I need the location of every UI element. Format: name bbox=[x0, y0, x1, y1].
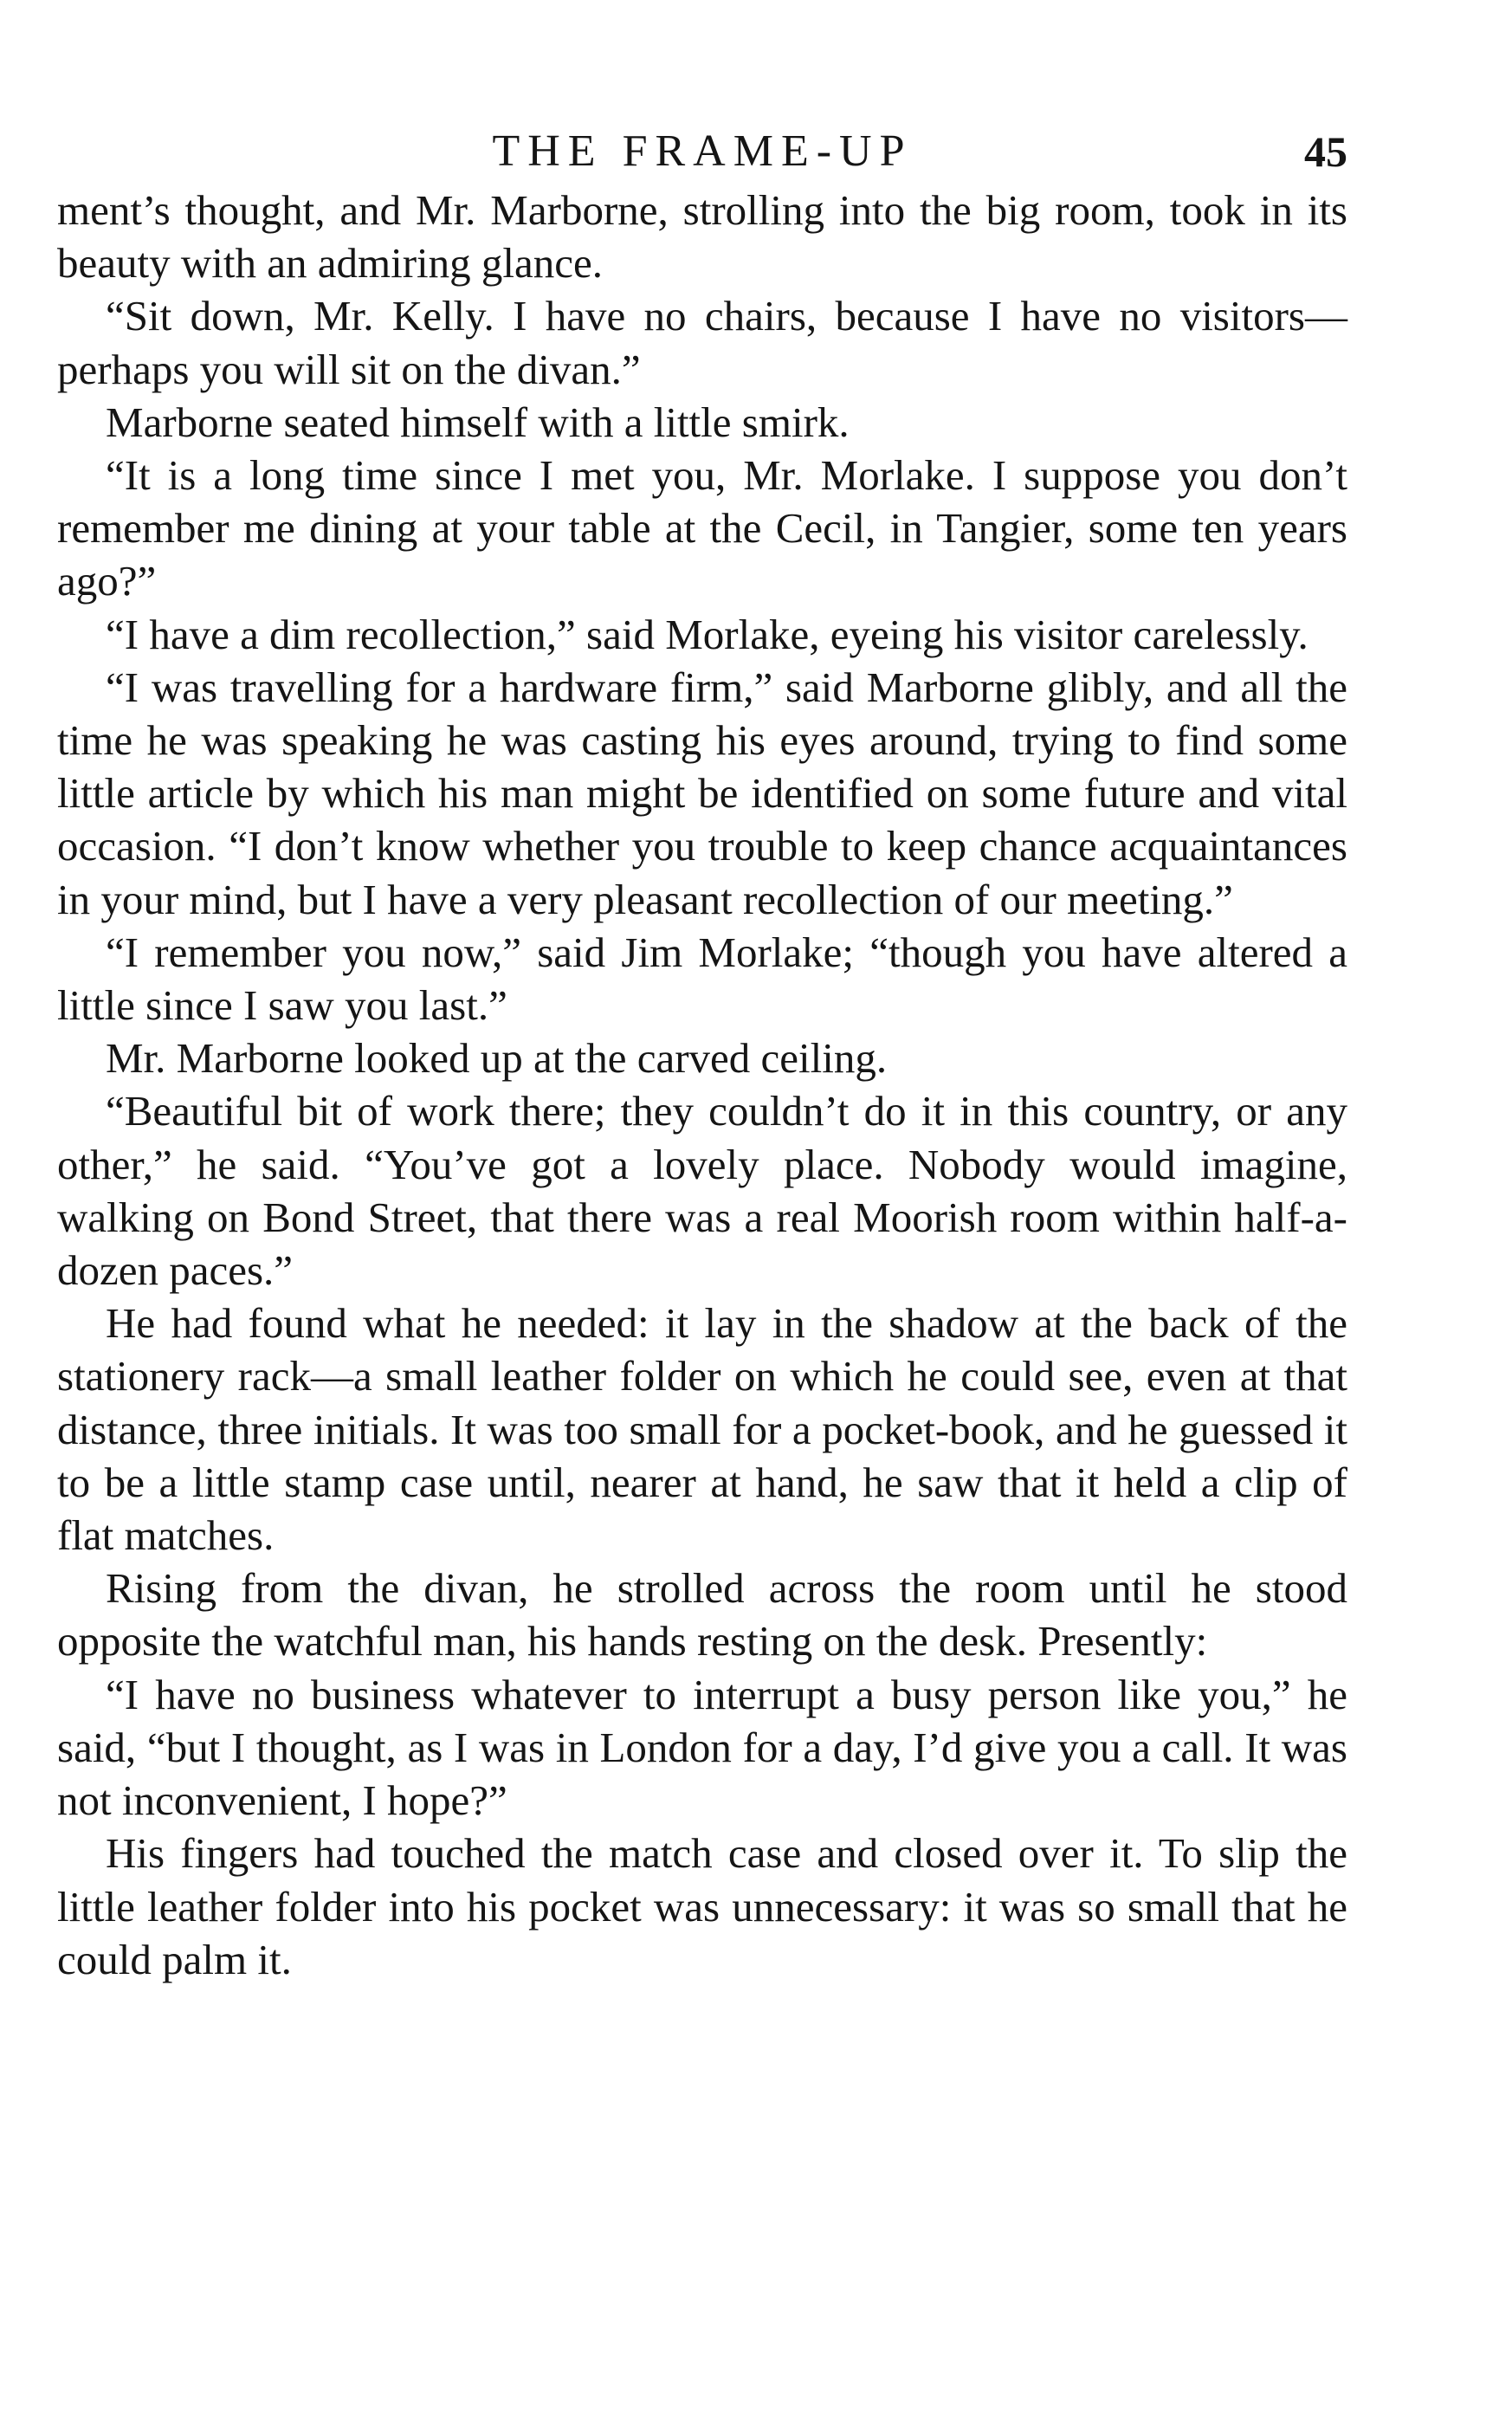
paragraph-5: “I have a dim recollection,” said Morlake, eyeing his visitor carelessly. bbox=[106, 610, 1308, 658]
paragraph-1: ment’s thought, and Mr. Marborne, strolling into the big room, took in its beauty with an admiring glance. bbox=[57, 186, 1347, 288]
paragraph-8: Mr. Marborne looked up at the carved ceiling. bbox=[106, 1034, 888, 1083]
paragraph-13: His fingers had touched the match case and closed over it. To slip the little leather folder into his pocket was unnecessary: it was so small that he could palm it. bbox=[57, 1829, 1347, 1983]
paragraph-12: “I have no business whatever to interrupt a busy person like you,” he said, “but I thought, as I was in London for a day, I’d give you a call. It was not inconvenient, I hope?” bbox=[57, 1670, 1347, 1825]
paragraph-2: “Sit down, Mr. Kelly. I have no chairs, because I have no visitors—perhaps you will sit on the divan.” bbox=[57, 292, 1347, 393]
paragraph-9: “Beautiful bit of work there; they couldn’t do it in this country, or any other,” he said. “You’ve got a lovely place. Nobody would imagine, walking on Bond Street, that there was a real Moorish room within half-a-dozen paces.” bbox=[57, 1087, 1347, 1295]
paragraph-10: He had found what he needed: it lay in the shadow at the back of the stationery rack—a small leather folder on which he could see, even at that distance, three initials. It was too small for a pocket-book, and he guessed it to be a little stamp case until, nearer at hand, he saw that it held a clip of flat matches. bbox=[57, 1299, 1347, 1560]
running-head bbox=[57, 121, 1347, 182]
paragraph-4: “It is a long time since I met you, Mr. Morlake. I suppose you don’t remember me dining at your table at the Cecil, in Tangier, some ten years ago?” bbox=[57, 451, 1347, 605]
running-title: THE FRAME-UP bbox=[492, 126, 913, 176]
paragraph-3: Marborne seated himself with a little smirk. bbox=[106, 398, 850, 446]
paragraph-11: Rising from the divan, he strolled across the room until he stood opposite the watchful man, his hands resting on the desk. Presently: bbox=[57, 1564, 1347, 1666]
paragraph-6: “I was travelling for a hardware firm,” said Marborne glibly, and all the time he was speaking he was casting his eyes around, trying to find some little article by which his man might be identified on some future and vital occasion. “I don’t know whether you trouble to keep chance acquaintances in your mind, but I have a very pleasant recollection of our meeting.” bbox=[57, 663, 1347, 923]
book-page bbox=[57, 121, 1347, 1986]
page-number: 45 bbox=[1304, 127, 1347, 176]
body-text bbox=[57, 184, 1347, 1986]
paragraph-7: “I remember you now,” said Jim Morlake; “though you have altered a little since I saw you last.” bbox=[57, 928, 1347, 1030]
